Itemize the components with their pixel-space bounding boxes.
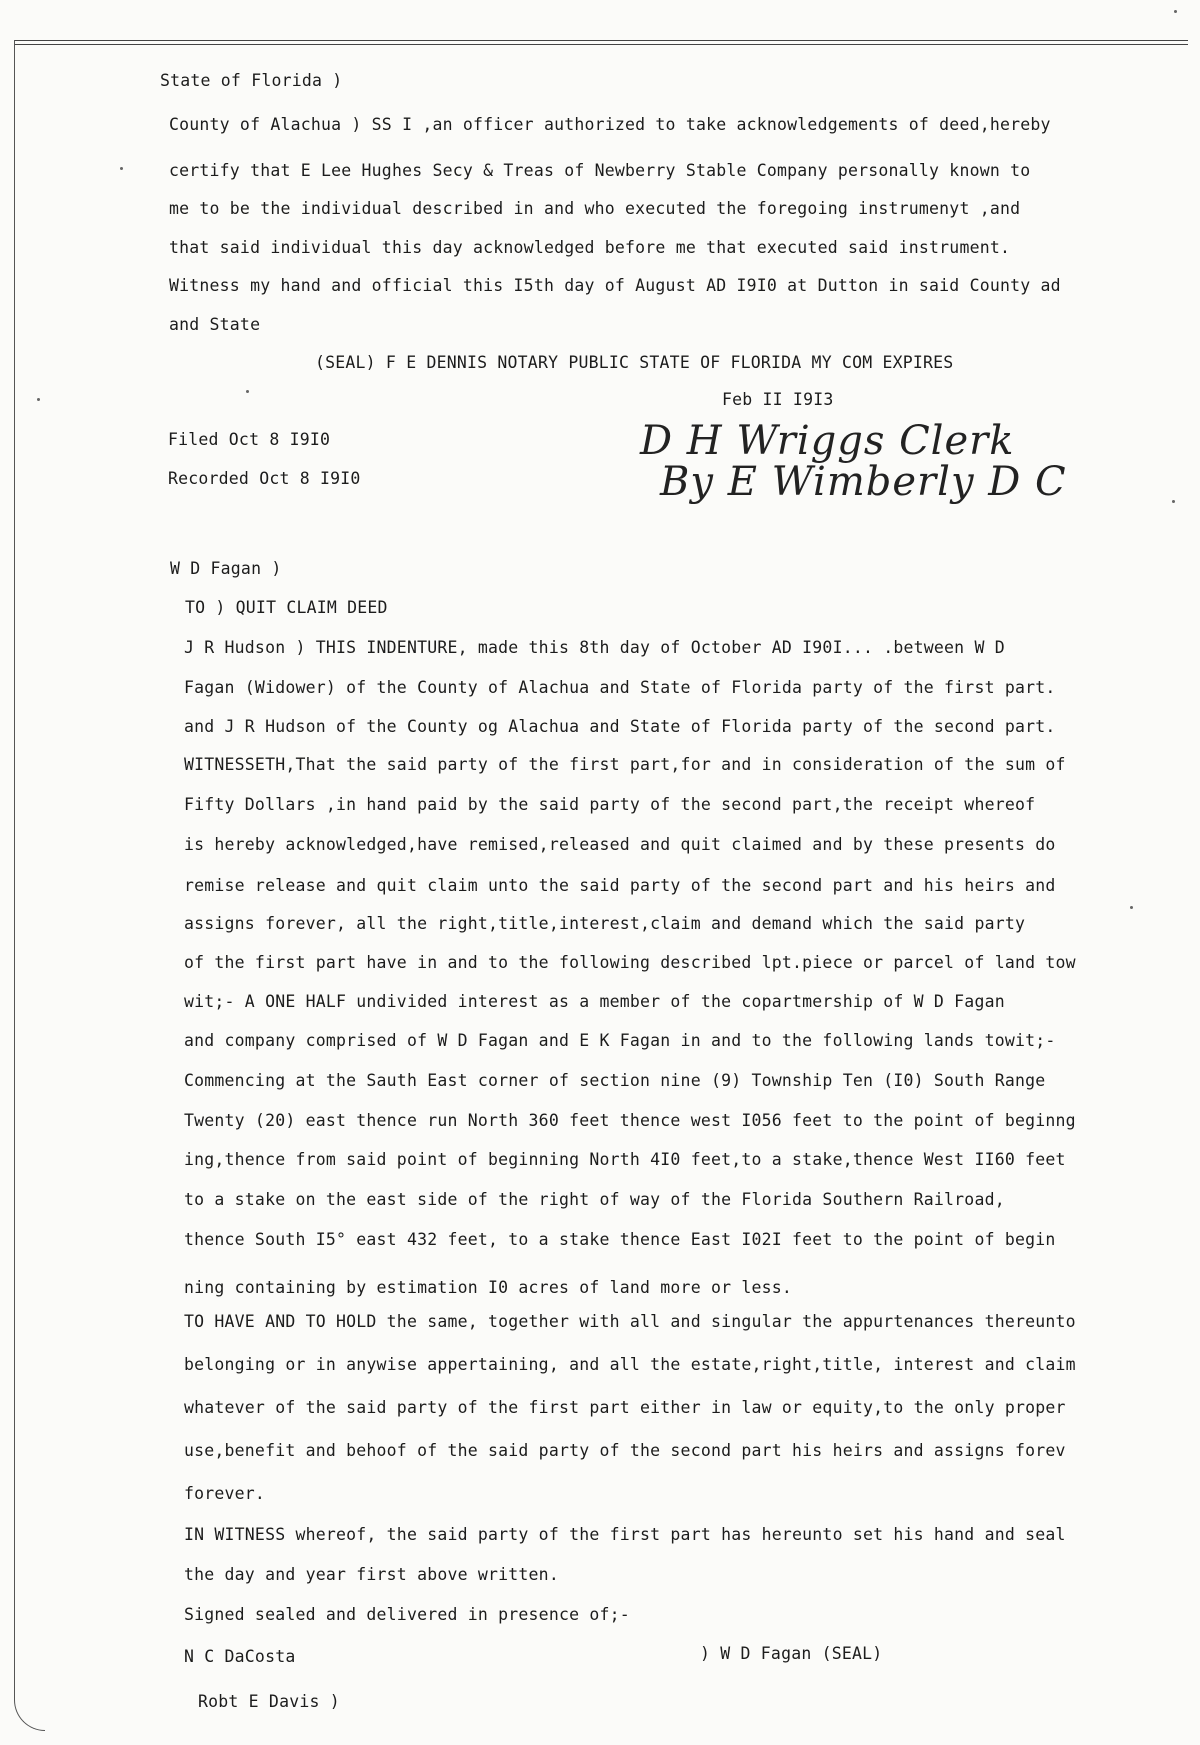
scan-speck	[1174, 10, 1177, 13]
deed-line: WITNESSETH,That the said party of the first part,for and in consideration of the sum of	[184, 755, 1066, 774]
grantor-signature: ) W D Fagan (SEAL)	[700, 1644, 883, 1663]
deed-line: of the first part have in and to the following described lpt.piece or parcel of land tow	[184, 953, 1076, 972]
notary-line: (SEAL) F E DENNIS NOTARY PUBLIC STATE OF FLORIDA MY COM EXPIRES	[315, 353, 954, 372]
deed-line: to a stake on the east side of the right of way of the Florida Southern Railroad,	[184, 1190, 1005, 1209]
scan-speck	[1172, 500, 1175, 503]
witness-signature: Robt E Davis )	[198, 1692, 340, 1711]
ack-line: me to be the individual described in and who executed the foregoing instrumenyt ,and	[169, 199, 1021, 218]
top-rule	[14, 40, 1188, 41]
page-edge-curve	[14, 40, 45, 1731]
deed-line: the day and year first above written.	[184, 1565, 559, 1584]
state-line: State of Florida )	[160, 71, 343, 90]
deed-line: J R Hudson ) THIS INDENTURE, made this 8th day of October AD I90I... .between W D	[184, 638, 1005, 657]
deed-line: belonging or in anywise appertaining, and all the estate,right,title, interest and claim	[184, 1355, 1076, 1374]
scan-speck	[37, 398, 40, 401]
deed-line: Signed sealed and delivered in presence of;-	[184, 1605, 630, 1624]
deed-line: use,benefit and behoof of the said party of the second part his heirs and assigns forev	[184, 1441, 1066, 1460]
deputy-clerk-signature: By E Wimberly D C	[660, 459, 1067, 505]
scan-speck	[1130, 906, 1133, 909]
deed-line: and company comprised of W D Fagan and E K Fagan in and to the following lands towit;-	[184, 1031, 1056, 1050]
scan-speck	[120, 167, 123, 170]
deed-line: wit;- A ONE HALF undivided interest as a member of the copartmership of W D Fagan	[184, 992, 1005, 1011]
deed-line: ing,thence from said point of beginning North 4I0 feet,to a stake,thence West II60 feet	[184, 1150, 1066, 1169]
ack-line: Witness my hand and official this I5th day of August AD I9I0 at Dutton in said County ad	[169, 276, 1061, 295]
deed-line: assigns forever, all the right,title,interest,claim and demand which the said party	[184, 914, 1026, 933]
deed-line: is hereby acknowledged,have remised,released and quit claimed and by these presents do	[184, 835, 1056, 854]
ack-line: County of Alachua ) SS I ,an officer authorized to take acknowledgements of deed,hereby	[169, 115, 1051, 134]
deed-line: Commencing at the Sauth East corner of section nine (9) Township Ten (I0) South Range	[184, 1071, 1046, 1090]
grantor-heading: W D Fagan )	[170, 559, 282, 578]
ack-line: certify that E Lee Hughes Secy & Treas of Newberry Stable Company personally known to	[169, 161, 1031, 180]
ack-line: that said individual this day acknowledged before me that executed said instrument.	[169, 238, 1011, 257]
deed-line: thence South I5° east 432 feet, to a stake thence East I02I feet to the point of begin	[184, 1230, 1056, 1249]
deed-title: TO ) QUIT CLAIM DEED	[185, 598, 388, 617]
deed-line: whatever of the said party of the first part either in law or equity,to the only proper	[184, 1398, 1066, 1417]
deed-line: forever.	[184, 1484, 266, 1503]
ack-line: and State	[169, 315, 261, 334]
deed-line: TO HAVE AND TO HOLD the same, together with all and singular the appurtenances thereunto	[184, 1312, 1076, 1331]
deed-line: remise release and quit claim unto the said party of the second part and his heirs and	[184, 876, 1056, 895]
top-rule-double	[14, 44, 1188, 45]
clerk-signature: D H Wriggs Clerk	[640, 418, 1015, 464]
deed-line: Fifty Dollars ,in hand paid by the said party of the second part,the receipt whereof	[184, 795, 1036, 814]
witness-signature: N C DaCosta	[184, 1647, 296, 1666]
deed-line: Fagan (Widower) of the County of Alachua and State of Florida party of the first part.	[184, 678, 1056, 697]
deed-line: and J R Hudson of the County og Alachua and State of Florida party of the second part.	[184, 717, 1056, 736]
deed-line: ning containing by estimation I0 acres of land more or less.	[184, 1278, 793, 1297]
deed-line: IN WITNESS whereof, the said party of the first part has hereunto set his hand and seal	[184, 1525, 1066, 1544]
deed-line: Twenty (20) east thence run North 360 feet thence west I056 feet to the point of beginng	[184, 1111, 1076, 1130]
recorded-date: Recorded Oct 8 I9I0	[168, 469, 361, 488]
scan-speck	[246, 390, 249, 393]
filed-date: Filed Oct 8 I9I0	[168, 430, 331, 449]
commission-expires: Feb II I9I3	[722, 390, 834, 409]
